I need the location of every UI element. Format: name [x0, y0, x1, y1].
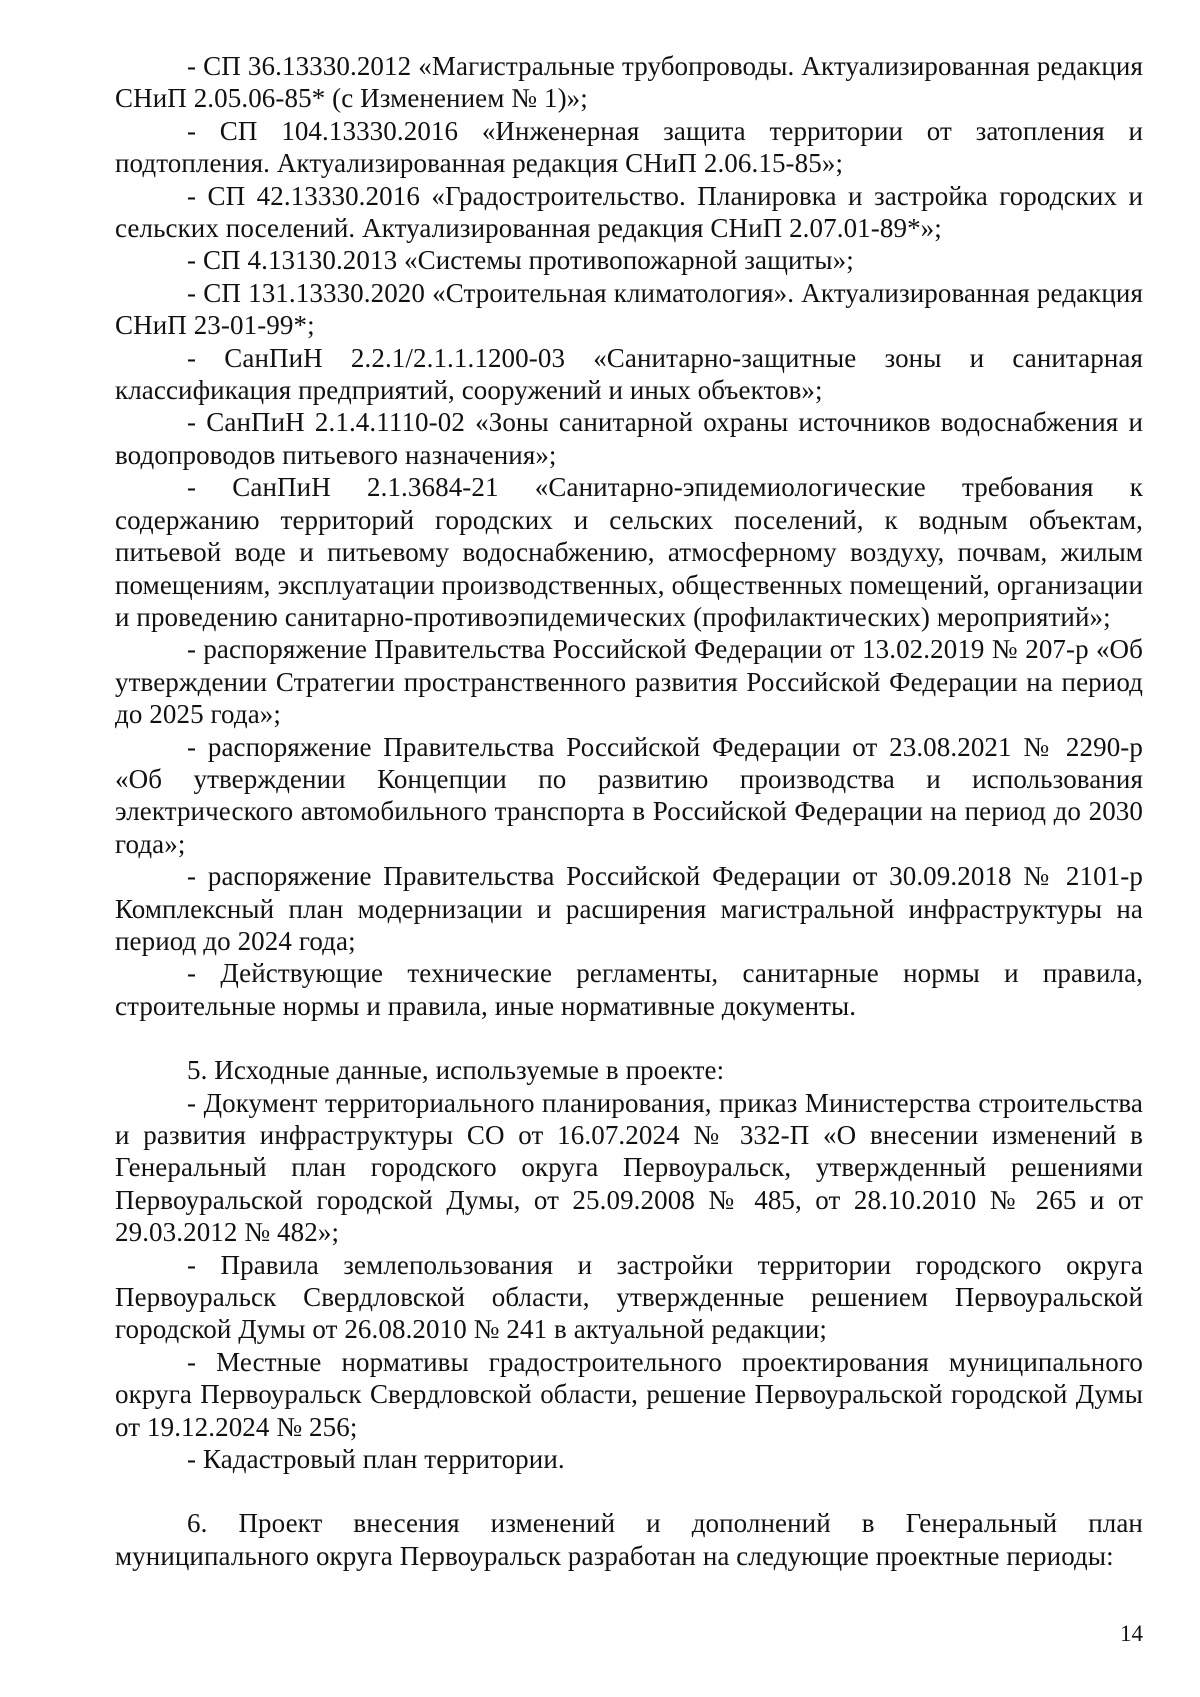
list-item-sp-131: - СП 131.13330.2020 «Строительная климатология». Актуализированная редакция СНиП 23-01-99*;	[115, 277, 1143, 341]
list-item-order-2101: - распоряжение Правительства Российской Федерации от 30.09.2018 № 2101-р Комплексный план модернизации и расширения магистральной инфраструктуры на период до 2024 года;	[115, 861, 1143, 956]
document-page	[115, 50, 1143, 1572]
section-5-item-territorial-plan: - Документ территориального планирования, приказ Министерства строительства и развития инфраструктуры СО от 16.07.2024 № 332-П «О внесении изменений в Генеральный план городского округа Первоуральск, утвержденный решениями Первоуральской городской Думы, от 25.09.2008 № 485, от 28.10.2010 № 265 и от 29.03.2012 № 482»;	[115, 1087, 1143, 1248]
list-item-order-207: - распоряжение Правительства Российской Федерации от 13.02.2019 № 207-р «Об утверждении Стратегии пространственного развития Российской Федерации на период до 2025 года»;	[115, 634, 1143, 730]
section-5-heading: 5. Исходные данные, используемые в проекте:	[187, 1055, 725, 1086]
list-item-sanpin-1200: - СанПиН 2.2.1/2.1.1.1200-03 «Санитарно-защитные зоны и санитарная классификация предприятий, сооружений и иных объектов»;	[115, 342, 1143, 406]
list-item-sp-36: - СП 36.13330.2012 «Магистральные трубопроводы. Актуализированная редакция СНиП 2.05.06-85* (с Изменением № 1)»;	[115, 51, 1143, 114]
list-item-sp-104: - СП 104.13330.2016 «Инженерная защита территории от затопления и подтопления. Актуализированная редакция СНиП 2.06.15-85»;	[115, 115, 1143, 179]
section-5-item-local-norms: - Местные нормативы градостроительного проектирования муниципального округа Первоуральск Свердловской области, решение Первоуральской городской Думы от 19.12.2024 № 256;	[115, 1346, 1143, 1442]
section-5-item-cadastral-plan: - Кадастровый план территории.	[187, 1444, 565, 1475]
list-item-sanpin-3684: - СанПиН 2.1.3684-21 «Санитарно-эпидемиологические требования к содержанию территорий городских и сельских поселений, к водным объектам, питьевой воде и питьевому водоснабжению, атмосферному воздуху, почвам, жилым помещениям, эксплуатации производственных, общественных помещений, организации и проведению санитарно-противоэпидемических (профилактических) мероприятий»;	[115, 472, 1143, 632]
section-5-item-land-use-rules: - Правила землепользования и застройки территории городского округа Первоуральск Свердловской области, утвержденные решением Первоуральской городской Думы от 26.08.2010 № 241 в актуальной редакции;	[115, 1249, 1143, 1345]
section-gap	[115, 1475, 1143, 1507]
page-number: 14	[1120, 1621, 1143, 1646]
list-item-regulations: - Действующие технические регламенты, санитарные нормы и правила, строительные нормы и правила, иные нормативные документы.	[115, 958, 1143, 1021]
list-item-sp-42: - СП 42.13330.2016 «Градостроительство. Планировка и застройка городских и сельских поселений. Актуализированная редакция СНиП 2.07.01-89*»;	[115, 180, 1143, 244]
section-gap	[115, 1022, 1143, 1054]
list-item-order-2290: - распоряжение Правительства Российской Федерации от 23.08.2021 № 2290-р «Об утверждении Концепции по развитию производства и использования электрического автомобильного транспорта в Российской Федерации на период до 2030 года»;	[115, 731, 1143, 859]
list-item-sanpin-1110: - СанПиН 2.1.4.1110-02 «Зоны санитарной охраны источников водоснабжения и водопроводов питьевого назначения»;	[115, 407, 1143, 470]
section-6-text: 6. Проект внесения изменений и дополнений в Генеральный план муниципального округа Первоуральск разработан на следующие проектные периоды:	[115, 1508, 1143, 1571]
list-item-sp-4: - СП 4.13130.2013 «Системы противопожарной защиты»;	[187, 245, 854, 276]
